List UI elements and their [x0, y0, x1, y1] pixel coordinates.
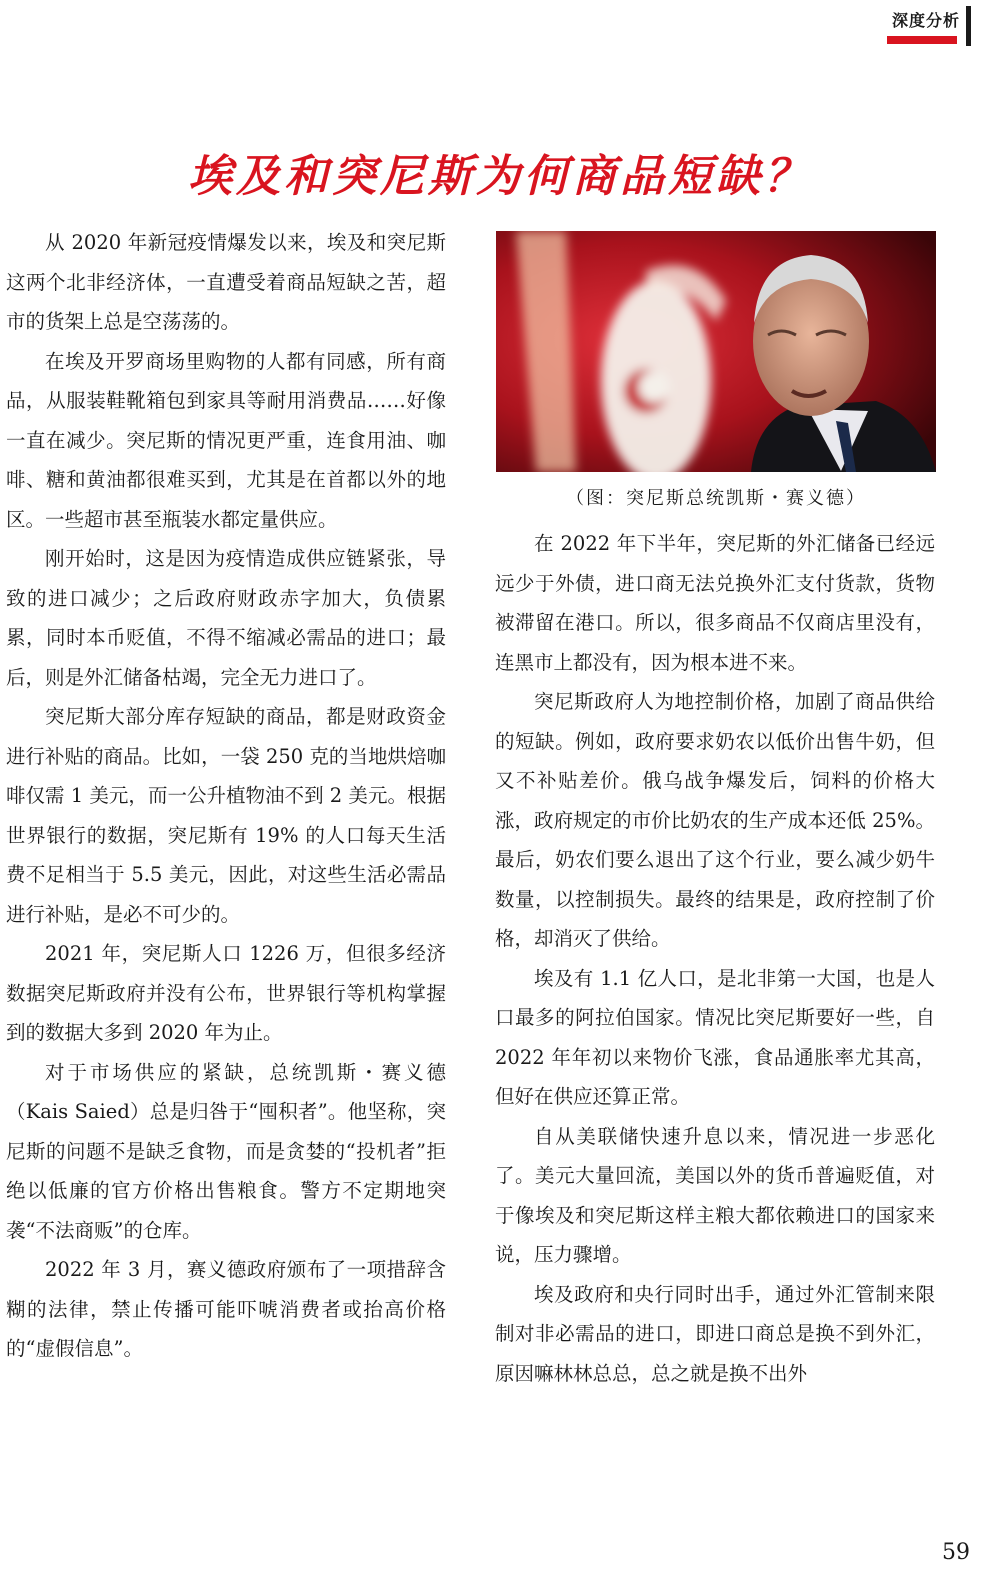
paragraph: 突尼斯政府人为地控制价格，加剧了商品供给的短缺。例如，政府要求奶农以低价出售牛奶，但又不补贴差价。俄乌战争爆发后，饲料的价格大涨，政府规定的市价比奶农的生产成本还低 25%。最后，奶农们要么退出了这个行业，要么减少奶牛数量，以控制损失。最终的结果是，政府控制了价格，却消灭了供给。: [495, 690, 935, 950]
section-label: 深度分析: [891, 11, 960, 30]
right-column: [495, 524, 935, 1393]
paragraph: 从 2020 年新冠疫情爆发以来，埃及和突尼斯这两个北非经济体，一直遭受着商品短缺之苦，超市的货架上总是空荡荡的。: [6, 231, 446, 333]
left-column: [6, 223, 446, 1369]
paragraph: 在 2022 年下半年，突尼斯的外汇储备已经远远少于外债，进口商无法兑换外汇支付货款，货物被滞留在港口。所以，很多商品不仅商店里没有，连黑市上都没有，因为根本进不来。: [495, 532, 935, 674]
paragraph: 在埃及开罗商场里购物的人都有同感，所有商品，从服装鞋靴箱包到家具等耐用消费品……好像一直在减少。突尼斯的情况更严重，连食用油、咖啡、糖和黄油都很难买到，尤其是在首都以外的地区。一些超市甚至瓶装水都定量供应。: [6, 349, 446, 531]
president-photo: [496, 231, 936, 472]
paragraph: 埃及政府和央行同时出手，通过外汇管制来限制对非必需品的进口，即进口商总是换不到外汇，原因嘛林林总总，总之就是换不出外: [495, 1282, 935, 1385]
paragraph: 2022 年 3 月，赛义德政府颁布了一项措辞含糊的法律，禁止传播可能吓唬消费者或抬高价格的“虚假信息”。: [6, 1258, 446, 1360]
article-title: 埃及和突尼斯为何商品短缺？: [188, 151, 812, 202]
section-underline: [887, 36, 957, 44]
paragraph: 对于市场供应的紧缺，总统凯斯・赛义德（Kais Saied）总是归咎于“囤积者”。他坚称，突尼斯的问题不是缺乏食物，而是贪婪的“投机者”拒绝以低廉的官方价格出售粮食。警方不定期地突袭“不法商贩”的仓库。: [6, 1060, 446, 1242]
paragraph: 埃及有 1.1 亿人口，是北非第一大国，也是人口最多的阿拉伯国家。情况比突尼斯要好一些，自 2022 年年初以来物价飞涨，食品通胀率尤其高，但好在供应还算正常。: [495, 966, 935, 1108]
section-divider-bar: [966, 6, 971, 46]
paragraph: 自从美联储快速升息以来，情况进一步恶化了。美元大量回流，美国以外的货币普遍贬值，对于像埃及和突尼斯这样主粮大都依赖进口的国家来说，压力骤增。: [495, 1124, 935, 1266]
paragraph: 刚开始时，这是因为疫情造成供应链紧张，导致的进口减少；之后政府财政赤字加大，负债累累，同时本币贬值，不得不缩减必需品的进口；最后，则是外汇储备枯竭，完全无力进口了。: [6, 547, 446, 689]
page-number: 59: [942, 1540, 970, 1565]
photo-caption: （图：突尼斯总统凯斯・赛义德）: [566, 488, 866, 509]
paragraph: 突尼斯大部分库存短缺的商品，都是财政资金进行补贴的商品。比如，一袋 250 克的当地烘焙咖啡仅需 1 美元，而一公升植物油不到 2 美元。根据世界银行的数据，突尼斯有 19% 的人口每天生活费不足相当于 5.5 美元，因此，对这些生活必需品进行补贴，是必不可少的。: [6, 705, 446, 926]
paragraph: 2021 年，突尼斯人口 1226 万，但很多经济数据突尼斯政府并没有公布，世界银行等机构掌握到的数据大多到 2020 年为止。: [6, 942, 446, 1044]
